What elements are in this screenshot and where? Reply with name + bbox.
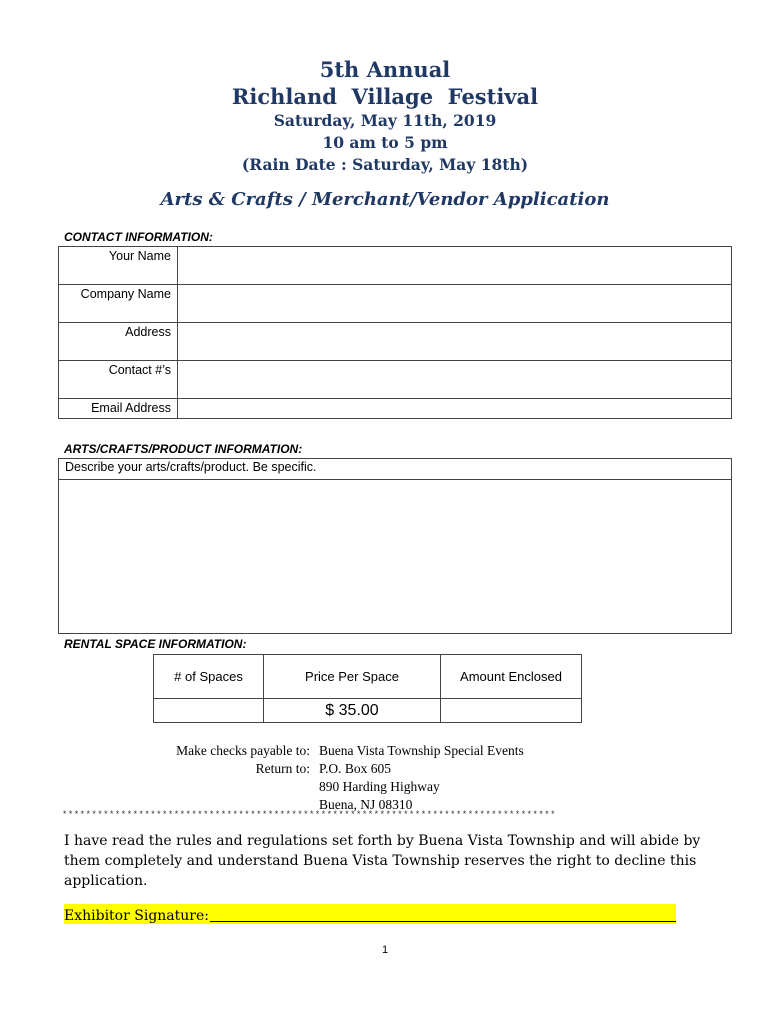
product-prompt: Describe your arts/crafts/product. Be specific. — [59, 459, 731, 480]
application-title: Arts & Crafts / Merchant/Vendor Application — [160, 189, 610, 210]
contact-number-label: Contact #’s — [59, 361, 178, 399]
rental-header-row — [154, 655, 582, 699]
agreement-text: I have read the rules and regulations set forth by Buena Vista Township and will abide by them completely and understand Buena Vista Township reserves the right to decline this application. — [64, 833, 701, 889]
address-field[interactable] — [178, 323, 732, 361]
festival-date: Saturday, May 11th, 2019 — [273, 111, 497, 130]
email-label: Email Address — [59, 399, 178, 419]
contact-number-field[interactable] — [178, 361, 732, 399]
amount-field[interactable] — [441, 699, 582, 723]
your-name-field[interactable] — [178, 247, 732, 285]
product-section-label: ARTS/CRAFTS/PRODUCT INFORMATION: — [64, 442, 303, 456]
company-name-field[interactable] — [178, 285, 732, 323]
contact-row-phone — [59, 361, 732, 399]
checks-payable-value: Buena Vista Township Special Events — [319, 743, 524, 758]
spaces-header: # of Spaces — [154, 655, 264, 699]
product-box — [58, 458, 732, 634]
festival-time: 10 am to 5 pm — [322, 133, 448, 152]
contact-row-address — [59, 323, 732, 361]
checks-payable-label: Make checks payable to: — [176, 743, 310, 758]
festival-edition: 5th Annual — [319, 57, 451, 82]
festival-rain-date: (Rain Date : Saturday, May 18th) — [241, 155, 529, 174]
contact-row-email — [59, 399, 732, 419]
email-field[interactable] — [178, 399, 732, 419]
return-address-line-1: P.O. Box 605 — [319, 761, 392, 776]
contact-section-label: CONTACT INFORMATION: — [64, 230, 213, 244]
return-address-line-3: Buena, NJ 08310 — [319, 797, 413, 812]
payment-labels — [150, 742, 310, 778]
signature-label: Exhibitor Signature: — [64, 908, 209, 924]
your-name-label: Your Name — [59, 247, 178, 285]
price-header: Price Per Space — [264, 655, 441, 699]
return-to-label: Return to: — [255, 761, 310, 776]
payment-values — [319, 742, 524, 814]
spaces-field[interactable] — [154, 699, 264, 723]
festival-title — [0, 56, 770, 110]
contact-row-company — [59, 285, 732, 323]
rental-table — [153, 654, 582, 723]
amount-header: Amount Enclosed — [441, 655, 582, 699]
festival-name: Richland Village Festival — [231, 84, 539, 109]
festival-details — [0, 110, 770, 176]
rental-value-row — [154, 699, 582, 723]
address-label: Address — [59, 323, 178, 361]
company-name-label: Company Name — [59, 285, 178, 323]
asterisk-divider: ************************************************************************************ — [62, 810, 556, 820]
contact-table — [58, 246, 732, 419]
rental-section-label: RENTAL SPACE INFORMATION: — [64, 637, 247, 651]
price-value: $ 35.00 — [264, 699, 441, 723]
return-address-line-2: 890 Harding Highway — [319, 779, 440, 794]
product-description-field[interactable] — [59, 480, 731, 634]
signature-field[interactable] — [210, 905, 676, 922]
signature-block — [64, 904, 676, 924]
page-number: 1 — [381, 944, 389, 956]
contact-row-name — [59, 247, 732, 285]
